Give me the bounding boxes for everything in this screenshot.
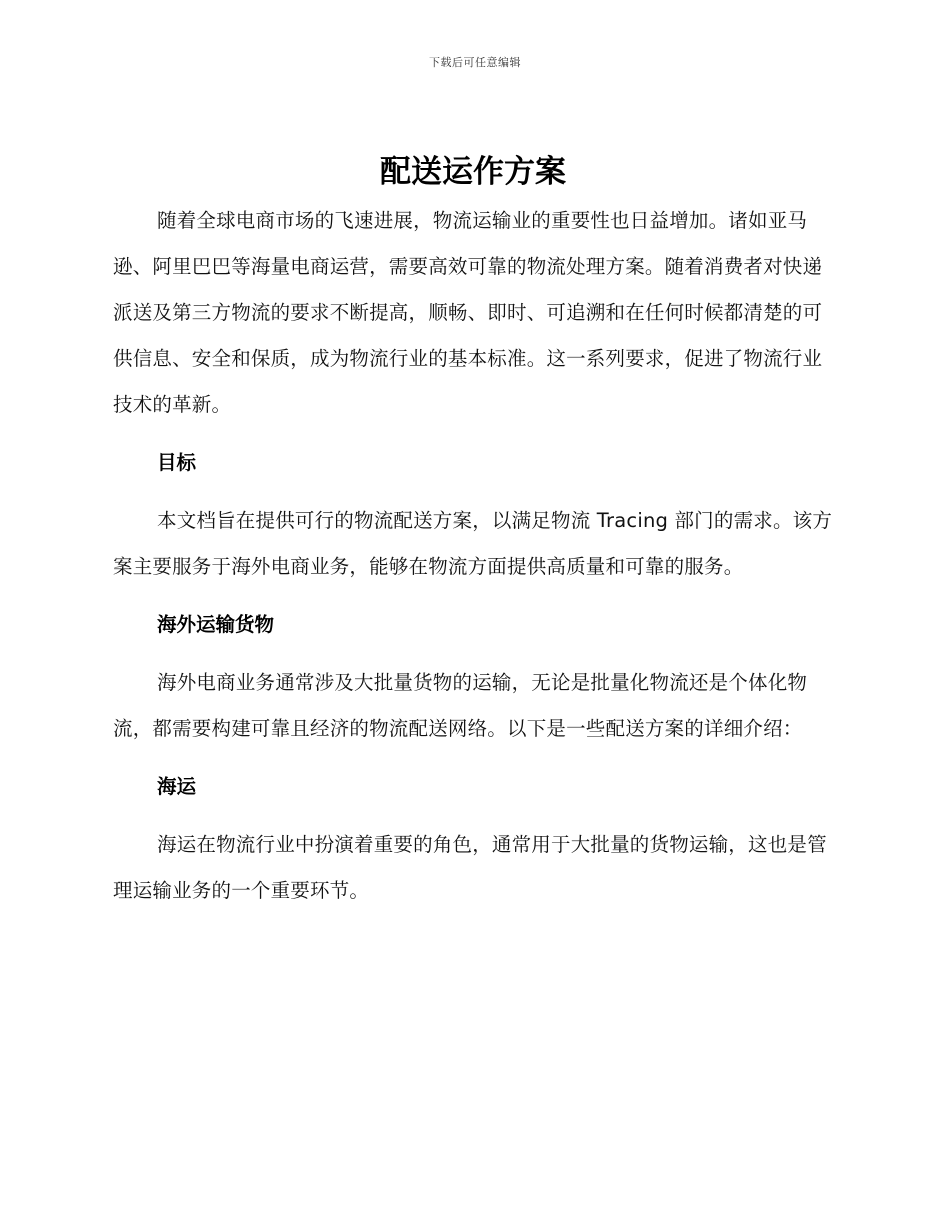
section-paragraph-ocean-shipping: 海运在物流行业中扮演着重要的角色，通常用于大批量的货物运输，这也是管理运输业务的一个重要环节。 <box>113 833 827 902</box>
document-title: 配送运作方案 <box>380 154 566 190</box>
section-heading-overseas-transport: 海外运输货物 <box>157 613 275 636</box>
section-heading-ocean-shipping: 海运 <box>157 775 197 798</box>
section-paragraph-goal: 本文档旨在提供可行的物流配送方案，以满足物流 Tracing 部门的需求。该方案主要服务于海外电商业务，能够在物流方面提供高质量和可靠的服务。 <box>113 509 833 578</box>
intro-paragraph: 随着全球电商市场的飞速进展，物流运输业的重要性也日益增加。诸如亚马逊、阿里巴巴等海量电商运营，需要高效可靠的物流处理方案。随着消费者对快递派送及第三方物流的要求不断提高，顺畅、即时、可追溯和在任何时候都清楚的可供信息、安全和保质，成为物流行业的基本标准。这一系列要求，促进了物流行业技术的革新。 <box>113 209 823 416</box>
document-body <box>113 150 833 914</box>
header-note: 下载后可任意编辑 <box>429 56 521 69</box>
section-paragraph-overseas-transport: 海外电商业务通常涉及大批量货物的运输，无论是批量化物流还是个体化物流，都需要构建可靠且经济的物流配送网络。以下是一些配送方案的详细介绍： <box>113 671 808 740</box>
section-heading-goal: 目标 <box>157 451 197 474</box>
